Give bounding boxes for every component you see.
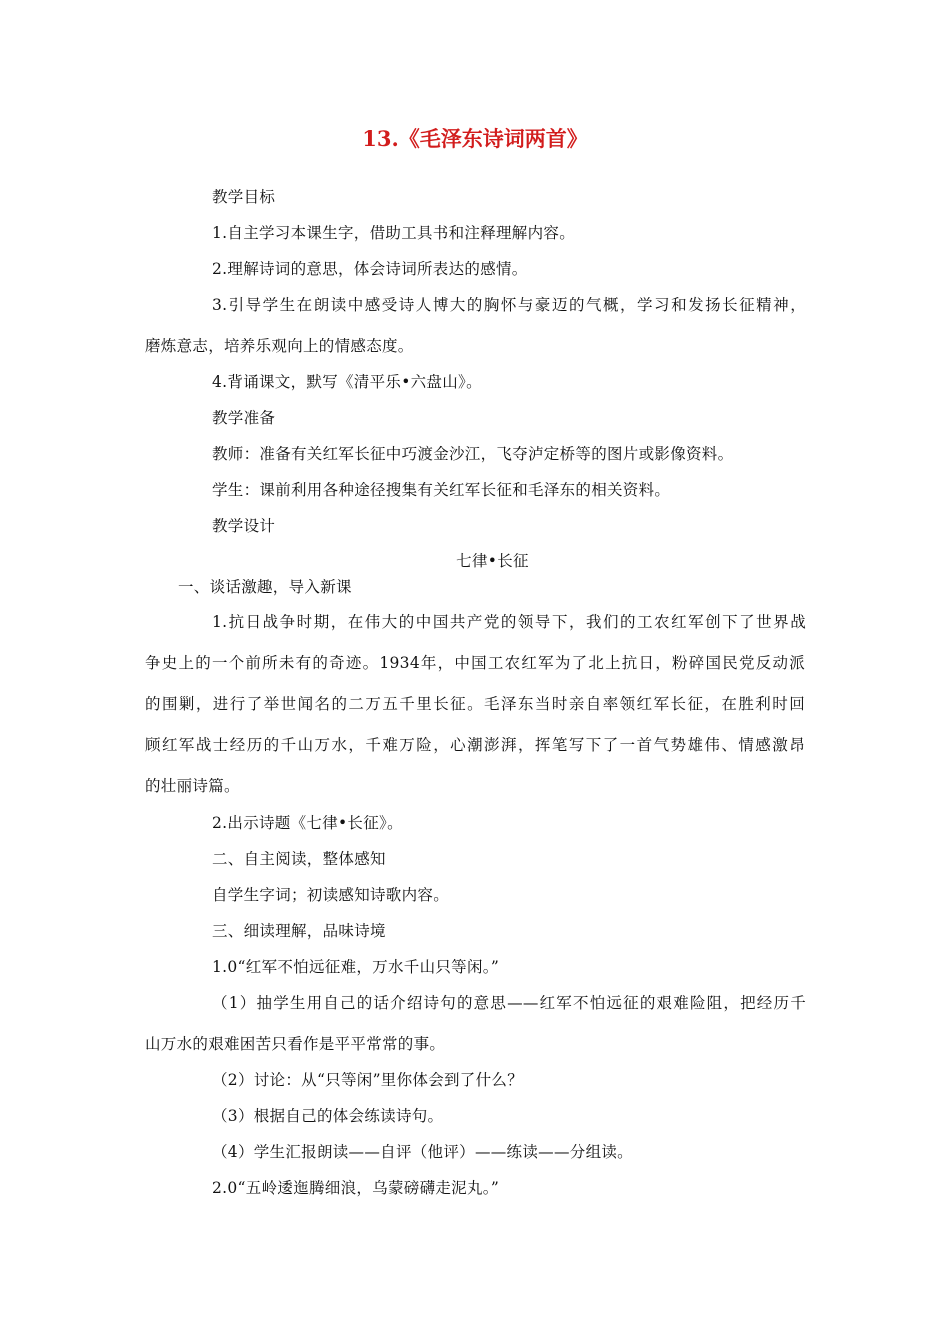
goal-item-4: 4.背诵课文，默写《清平乐•六盘山》。 bbox=[212, 373, 482, 391]
verse-1-step-2: （2）讨论：从“只等闲”里你体会到了什么？ bbox=[212, 1071, 524, 1089]
verse-1-step-4: （4）学生汇报朗读——自评（他评）——练读——分组读。 bbox=[212, 1143, 633, 1161]
poem-title: 七律•长征 bbox=[456, 552, 529, 570]
section-2-heading: 二、自主阅读，整体感知 bbox=[212, 850, 386, 868]
goal-item-3: 3.引导学生在朗读中感受诗人博大的胸怀与豪迈的气概，学习和发扬长征精神， bbox=[212, 296, 806, 314]
paragraph-2: 2.出示诗题《七律•长征》。 bbox=[212, 814, 403, 832]
paragraph-1-line-2: 争史上的一个前所未有的奇迹。1934年，中国工农红军为了北上抗日，粉碎国民党反动派 bbox=[145, 654, 805, 672]
heading-teaching-design: 教学设计 bbox=[212, 517, 276, 535]
prep-teacher: 教师：准备有关红军长征中巧渡金沙江，飞夺泸定桥等的图片或影像资料。 bbox=[212, 445, 734, 463]
section-2-text: 自学生字词；初读感知诗歌内容。 bbox=[212, 886, 450, 904]
document-title: 13.《毛泽东诗词两首》 bbox=[362, 126, 588, 151]
heading-teaching-prep: 教学准备 bbox=[212, 409, 276, 427]
verse-1: 1.0“红军不怕远征难，万水千山只等闲。” bbox=[212, 958, 500, 976]
section-3-heading: 三、细读理解，品味诗境 bbox=[212, 922, 386, 940]
paragraph-1-line-5: 的壮丽诗篇。 bbox=[145, 777, 240, 795]
goal-item-3-cont: 磨炼意志，培养乐观向上的情感态度。 bbox=[145, 337, 414, 355]
verse-1-step-1: （1）抽学生用自己的话介绍诗句的意思——红军不怕远征的艰难险阻，把经历千 bbox=[212, 994, 806, 1012]
paragraph-1-line-3: 的围剿，进行了举世闻名的二万五千里长征。毛泽东当时亲自率领红军长征，在胜利时回 bbox=[145, 695, 805, 713]
section-1-heading: 一、谈话激趣，导入新课 bbox=[178, 578, 352, 596]
prep-student: 学生：课前利用各种途径搜集有关红军长征和毛泽东的相关资料。 bbox=[212, 481, 671, 499]
paragraph-1-line-4: 顾红军战士经历的千山万水，千难万险，心潮澎湃，挥笔写下了一首气势雄伟、情感激昂 bbox=[145, 736, 805, 754]
verse-1-step-1-cont: 山万水的艰难困苦只看作是平平常常的事。 bbox=[145, 1035, 446, 1053]
goal-item-1: 1.自主学习本课生字，借助工具书和注释理解内容。 bbox=[212, 224, 575, 242]
goal-item-2: 2.理解诗词的意思，体会诗词所表达的感情。 bbox=[212, 260, 528, 278]
paragraph-1-line-1: 1.抗日战争时期，在伟大的中国共产党的领导下，我们的工农红军创下了世界战 bbox=[212, 613, 806, 631]
verse-1-step-3: （3）根据自己的体会练读诗句。 bbox=[212, 1107, 444, 1125]
verse-2: 2.0“五岭逶迤腾细浪，乌蒙磅礴走泥丸。” bbox=[212, 1179, 500, 1197]
heading-teaching-goals: 教学目标 bbox=[212, 188, 276, 206]
